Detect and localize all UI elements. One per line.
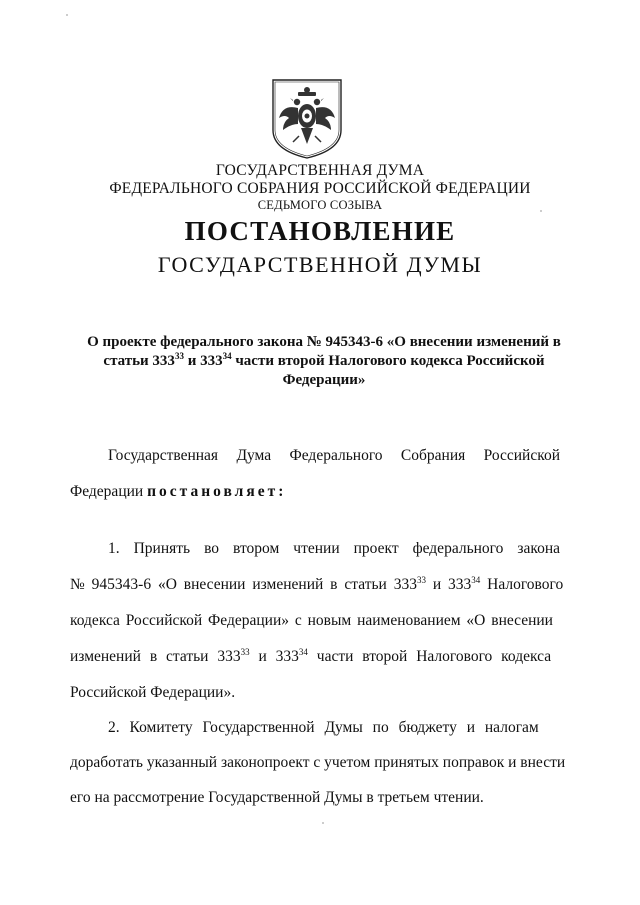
- paragraph-2-line-2: доработать указанный законопроект с учетом принятых поправок и внести: [70, 754, 566, 771]
- word: Дума: [236, 447, 272, 464]
- preamble-line-1: [108, 447, 560, 465]
- paragraph-text: Налогового: [480, 576, 564, 593]
- paragraph-text: и 333: [249, 648, 299, 665]
- paragraph-text: изменений в статьи 333: [70, 648, 241, 665]
- paragraph-2-line-3: его на рассмотрение Государственной Думы в третьем чтении.: [70, 789, 484, 806]
- convocation: СЕДЬМОГО СОЗЫВА: [257, 198, 383, 212]
- subject-text: О проекте федерального закона № 945343-6 «О внесении изменений в статьи 333: [87, 334, 561, 369]
- article-superscript: 33: [416, 575, 426, 585]
- issuer-title: ГОСУДАРСТВЕННОЙ ДУМЫ: [157, 252, 483, 277]
- scan-speck: [66, 14, 68, 16]
- preamble-line-2: [70, 483, 560, 501]
- paragraph-1-line-3: кодекса Российской Федерации» с новым наименованием «О внесении: [70, 612, 553, 629]
- word: Федерального: [289, 447, 383, 464]
- word: 1. Принять: [108, 540, 191, 557]
- assembly-name: ФЕДЕРАЛЬНОГО СОБРАНИЯ РОССИЙСКОЙ ФЕДЕРАЦИИ: [109, 180, 531, 197]
- paragraph-1-line-5: Российской Федерации».: [70, 684, 236, 701]
- document-subject: [74, 333, 574, 390]
- parliament-name: ГОСУДАРСТВЕННАЯ ДУМА: [215, 162, 425, 179]
- paragraph-text: и 333: [425, 576, 472, 593]
- double-headed-eagle-emblem-icon: [271, 78, 343, 160]
- paragraph-text: № 945343-6 «О внесении изменений в статьи 333: [70, 576, 417, 593]
- word: закона: [517, 540, 561, 557]
- paragraph-2-line-1: 2. Комитету Государственной Думы по бюджету и налогам: [108, 719, 539, 736]
- paragraph-text: части второй Налогового кодекса: [307, 648, 552, 665]
- article-superscript: 33: [174, 351, 184, 361]
- subject-text: и 333: [183, 353, 223, 369]
- decree-word: постановляет:: [147, 483, 287, 500]
- scan-speck: [322, 822, 324, 824]
- word: чтении: [293, 540, 340, 557]
- word: Государственная: [108, 447, 219, 464]
- article-superscript: 34: [298, 647, 308, 657]
- word: Собрания: [400, 447, 466, 464]
- article-superscript: 34: [471, 575, 481, 585]
- paragraph-1-line-1: [108, 540, 560, 558]
- paragraph-1-line-2: [70, 575, 564, 594]
- word: федерального: [412, 540, 504, 557]
- document-type-title: ПОСТАНОВЛЕНИЕ: [184, 216, 456, 246]
- article-superscript: 33: [240, 647, 250, 657]
- subject-text: части второй Налогового кодекса Российской Федерации»: [231, 353, 545, 388]
- word: проект: [353, 540, 399, 557]
- word: во: [204, 540, 220, 557]
- article-superscript: 34: [222, 351, 232, 361]
- paragraph-1-line-4: [70, 648, 560, 666]
- preamble-text: Федерации: [70, 483, 148, 500]
- word: Российской: [483, 447, 561, 464]
- word: втором: [233, 540, 280, 557]
